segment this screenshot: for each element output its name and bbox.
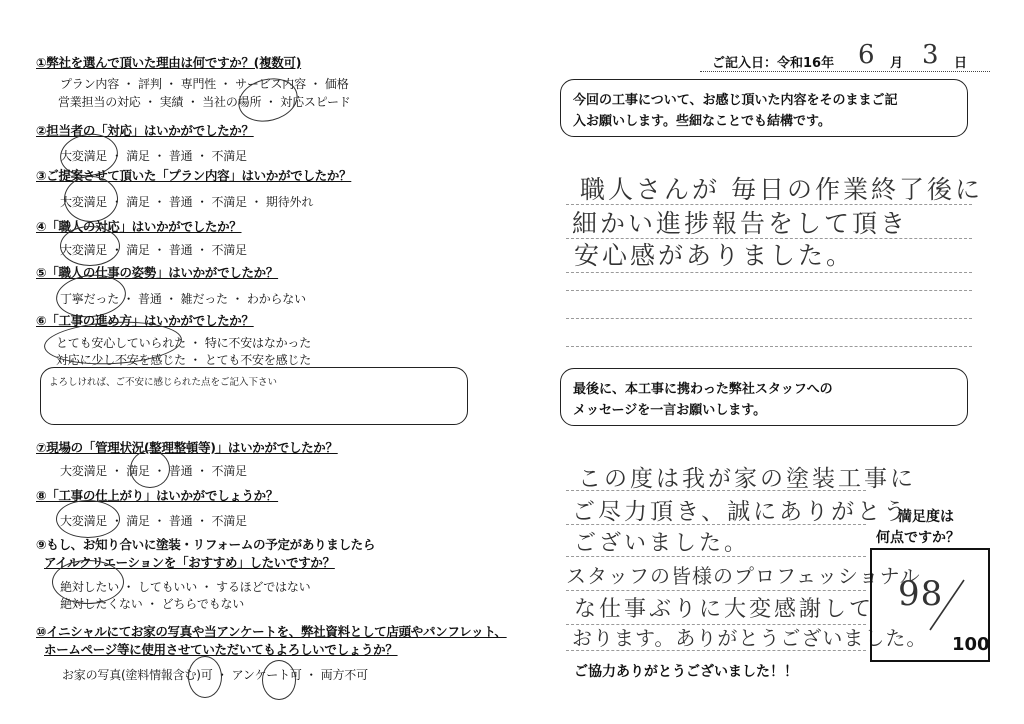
message-handwritten-line[interactable]: スタッフの皆様のプロフェッショナル: [566, 564, 921, 588]
impression-handwritten-line[interactable]: 職人さんが 毎日の作業終了後に: [580, 175, 983, 204]
q4-title: ④「職人の対応」はいかがでしたか？: [36, 219, 242, 234]
q8-selected-mark: [56, 500, 120, 538]
q9-selected-mark: [52, 560, 124, 604]
impression-rule: [566, 318, 972, 319]
q6-options-row2[interactable]: 対応に少し不安を感じた ・ とても不安を感じた: [56, 353, 312, 367]
impression-handwritten-line[interactable]: 細かい進捗報告をして頂き: [572, 209, 909, 238]
q3-selected-mark: [64, 176, 118, 222]
q7-selected-mark: [130, 450, 170, 488]
q9-options-row2[interactable]: 絶対したくない ・ どちらでもない: [60, 597, 245, 611]
date-month-unit: 月: [890, 56, 904, 71]
satisfaction-score-max: 100: [952, 634, 990, 655]
footer-thanks: ご協力ありがとうございました！！: [574, 664, 798, 680]
q8-options[interactable]: 大変満足 ・ 満足 ・ 普通 ・ 不満足: [60, 514, 247, 528]
q6-comment-hint: よろしければ、ご不安に感じられた点をご記入下さい: [49, 377, 278, 388]
message-prompt-line1: 最後に、本工事に携わった弊社スタッフへの: [573, 382, 833, 397]
date-month-value[interactable]: 6: [858, 40, 878, 70]
date-label: ご記入日：令和16年: [712, 56, 835, 71]
q10-selected-mark-survey: [262, 660, 296, 700]
q3-options[interactable]: 大変満足 ・ 満足 ・ 普通 ・ 不満足 ・ 期待外れ: [60, 195, 314, 209]
message-handwritten-line[interactable]: ございました。: [574, 531, 750, 556]
impression-rule: [566, 290, 972, 291]
q10-title-line1: ⑩イニシャルにてお家の写真や当アンケートを、弊社資料として店頭やパンフレット、: [36, 624, 507, 639]
impression-rule: [566, 272, 972, 273]
q10-options[interactable]: お家の写真(塗料情報含む)可 ・ アンケート可 ・ 両方不可: [62, 668, 368, 682]
impression-prompt-box: [560, 79, 968, 137]
q3-title: ③ご提案させて頂いた「プラン内容」はいかがでしたか？: [36, 168, 352, 183]
q6-title: ⑥「工事の進め方」はいかがでしたか？: [36, 313, 254, 328]
q5-title: ⑤「職人の仕事の姿勢」はいかがでしたか？: [36, 265, 279, 280]
q4-selected-mark: [60, 226, 120, 266]
message-handwritten-line[interactable]: この度は我が家の塗装工事に: [578, 466, 916, 492]
message-handwritten-line[interactable]: ご尽力頂き、誠にありがとう: [572, 499, 910, 525]
date-day-value[interactable]: 3: [922, 40, 942, 70]
q2-title: ②担当者の「対応」はいかがでしたか？: [36, 123, 254, 138]
q6-options-row1[interactable]: とても安心していられた ・ 特に不安はなかった: [56, 336, 312, 350]
q10-selected-mark-photo: [188, 656, 222, 698]
q2-options[interactable]: 大変満足 ・ 満足 ・ 普通 ・ 不満足: [60, 149, 247, 163]
q1-options-row2[interactable]: 営業担当の対応 ・ 実績 ・ 当社の場所 ・ 対応スピード: [58, 95, 351, 109]
impression-handwritten-line[interactable]: 安心感がありました。: [574, 241, 855, 270]
q7-title: ⑦現場の「管理状況(整理整頓等)」はいかがでしたか？: [36, 440, 338, 455]
impression-prompt-line1: 今回の工事について、お感じ頂いた内容をそのままご記: [573, 93, 898, 108]
q1-options-row1[interactable]: プラン内容 ・ 評判 ・ 専門性 ・ サービス内容 ・ 価格: [60, 77, 349, 91]
message-prompt-box: [560, 368, 968, 426]
q4-options[interactable]: 大変満足 ・ 満足 ・ 普通 ・ 不満足: [60, 243, 247, 257]
date-day-unit: 日: [954, 56, 968, 71]
q9-options-row1[interactable]: 絶対したい ・ してもいい ・ するほどではない: [60, 580, 311, 594]
message-prompt-line2: メッセージを一言お願いします。: [573, 403, 767, 418]
satisfaction-label-line2: 何点ですか？: [876, 530, 960, 546]
q5-options[interactable]: 丁寧だった ・ 普通 ・ 雑だった ・ わからない: [60, 292, 306, 306]
satisfaction-label-line1: 満足度は: [898, 509, 954, 525]
impression-rule: [566, 346, 972, 347]
satisfaction-score-value: 98: [898, 574, 944, 614]
q9-title-line2: アイルクリエーションを「おすすめ」したいですか？: [44, 555, 335, 570]
q6-comment-box[interactable]: [40, 367, 468, 425]
q7-options[interactable]: 大変満足 ・ 満足 ・ 普通 ・ 不満足: [60, 464, 247, 478]
impression-prompt-line2: 入お願いします。些細なことでも結構です。: [573, 114, 831, 129]
message-handwritten-line[interactable]: な仕事ぶりに大変感謝して: [574, 597, 875, 622]
q10-title-line2: ホームページ等に使用させていただいてもよろしいでしょうか？: [44, 642, 398, 657]
message-rule: [566, 590, 866, 591]
message-handwritten-line[interactable]: おります。ありがとうございました。: [572, 626, 928, 650]
date-underline: [700, 71, 990, 72]
q9-title-line1: ⑨もし、お知り合いに塗装・リフォームの予定がありましたら: [36, 537, 376, 552]
q1-title: ①弊社を選んで頂いた理由は何ですか？(複数可): [36, 55, 302, 70]
satisfaction-score-box[interactable]: [870, 548, 990, 662]
q8-title: ⑧「工事の仕上がり」はいかがでしょうか？: [36, 488, 279, 503]
